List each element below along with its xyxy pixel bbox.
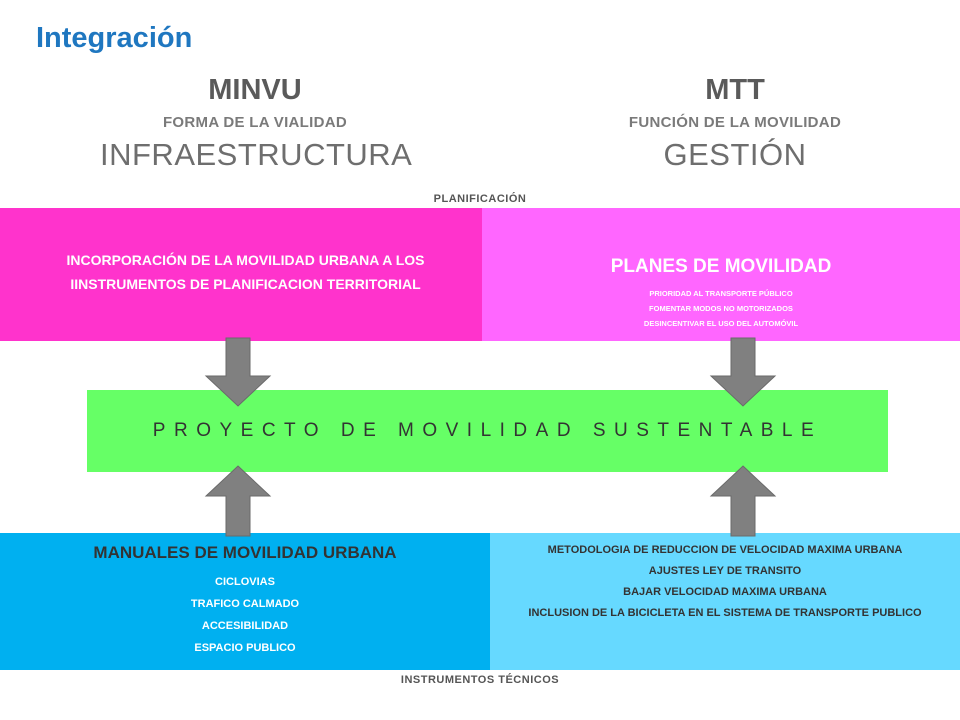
- mtt-header: [580, 74, 890, 173]
- minvu-header: [100, 74, 413, 173]
- violet-box-heading: PLANES DE MOVILIDAD: [610, 256, 832, 277]
- blue-item: ACCESIBILIDAD: [201, 620, 289, 632]
- light-blue-item: INCLUSION DE LA BICICLETA EN EL SISTEMA DE TRANSPORTE PUBLICO: [528, 607, 922, 619]
- violet-item: DESINCENTIVAR EL USO DEL AUTOMÓVIL: [643, 319, 799, 328]
- blue-item: ESPACIO PUBLICO: [194, 642, 296, 654]
- green-box-text: PROYECTO DE MOVILIDAD SUSTENTABLE: [152, 420, 823, 441]
- up-arrow-icon: [208, 466, 270, 536]
- up-arrow-icon: [713, 466, 775, 536]
- mtt-big: GESTIÓN: [663, 137, 807, 172]
- blue-box-heading: MANUALES DE MOVILIDAD URBANA: [93, 543, 397, 562]
- page-title: Integración: [36, 22, 193, 54]
- minvu-big: INFRAESTRUCTURA: [100, 137, 413, 172]
- light-blue-item: AJUSTES LEY DE TRANSITO: [648, 565, 802, 577]
- minvu-org: MINVU: [208, 74, 302, 106]
- planning-label: PLANIFICACIÓN: [433, 193, 527, 205]
- blue-box-list: [0, 571, 490, 659]
- violet-box-list: [482, 286, 960, 331]
- light-blue-box-list: [500, 540, 950, 624]
- mtt-org: MTT: [705, 74, 765, 106]
- minvu-subtitle: FORMA DE LA VIALIDAD: [162, 114, 348, 131]
- violet-item: FOMENTAR MODOS NO MOTORIZADOS: [649, 304, 793, 313]
- down-arrow-icon: [208, 338, 270, 408]
- light-blue-item: METODOLOGIA DE REDUCCION DE VELOCIDAD MAXIMA URBANA: [547, 544, 903, 556]
- blue-item: TRAFICO CALMADO: [190, 598, 300, 610]
- technical-label: INSTRUMENTOS TÉCNICOS: [400, 674, 560, 686]
- down-arrow-icon: [713, 338, 775, 408]
- pink-box-text: INCORPORACIÓN DE LA MOVILIDAD URBANA A LOS IINSTRUMENTOS DE PLANIFICACION TERRITORIAL: [66, 252, 425, 292]
- violet-item: PRIORIDAD AL TRANSPORTE PÚBLICO: [649, 289, 793, 298]
- light-blue-item: BAJAR VELOCIDAD MAXIMA URBANA: [623, 586, 827, 598]
- mtt-subtitle: FUNCIÓN DE LA MOVILIDAD: [628, 114, 842, 131]
- blue-item: CICLOVIAS: [215, 576, 275, 588]
